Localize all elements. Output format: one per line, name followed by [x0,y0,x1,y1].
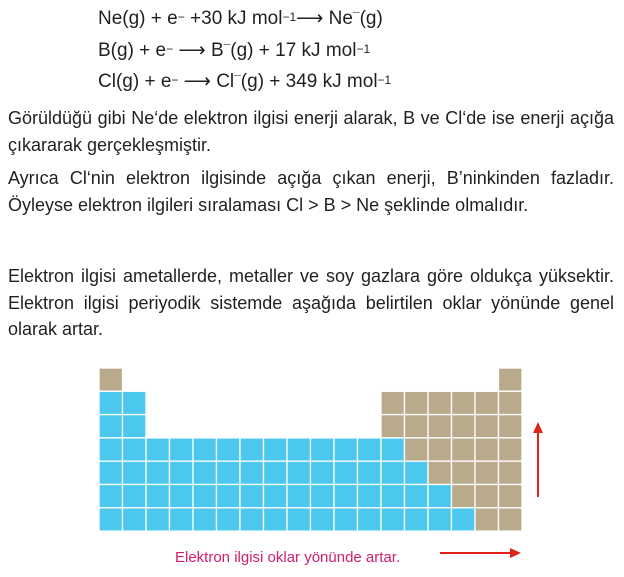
element-cell [452,485,476,508]
element-cell [381,508,405,531]
element-cell [499,461,523,484]
element-cell [123,508,147,531]
element-cell [99,368,123,391]
equation-neon: Ne(g) + e− +30 kJ mol$^{-1}$⟶ Ne¯(g) [98,8,383,29]
element-cell [146,461,170,484]
element-cell [475,485,499,508]
element-cell [381,485,405,508]
element-cell [123,438,147,461]
element-cell [428,508,452,531]
element-cell [405,391,429,414]
element-cell [193,438,217,461]
paragraph-energy-comparison: Görüldüğü gibi Ne‘de elektron ilgisi enerji alarak, B ve Cl‘de ise enerji açığa çıkararak gerçekleşmiştir. [8,108,614,155]
element-cell [240,508,264,531]
element-cell [381,391,405,414]
vertical-increase-arrow [533,422,543,497]
element-cell [99,438,123,461]
figure-caption: Elektron ilgisi oklar yönünde artar. [175,549,401,566]
element-cell [475,415,499,438]
element-cell [264,508,288,531]
equation-boron: B(g) + e− ⟶ B¯(g) + 17 kJ mol$^{-1}$ [98,40,371,61]
element-cell [170,508,194,531]
element-cell [99,461,123,484]
element-cell [99,391,123,414]
element-cell [170,438,194,461]
element-cell [358,485,382,508]
element-cell [311,438,335,461]
element-cell [475,391,499,414]
element-cell [193,485,217,508]
element-cell [99,485,123,508]
element-cell [311,485,335,508]
element-cell [475,508,499,531]
element-cell [217,461,241,484]
element-cell [499,438,523,461]
element-cell [99,415,123,438]
element-cell [240,438,264,461]
element-cell [358,438,382,461]
element-cell [381,461,405,484]
element-cell [264,438,288,461]
element-cell [405,415,429,438]
element-cell [123,415,147,438]
element-cell [99,508,123,531]
element-cell [428,485,452,508]
element-cell [405,438,429,461]
element-cell [146,508,170,531]
element-cell [311,461,335,484]
element-cell [170,485,194,508]
element-cell [499,508,523,531]
element-cell [452,508,476,531]
element-cell [146,438,170,461]
element-cell [452,461,476,484]
element-cell [358,461,382,484]
element-cell [452,415,476,438]
element-cell [381,438,405,461]
element-cell [264,485,288,508]
periodic-table-cells [99,368,522,531]
paragraph-periodic-trend: Elektron ilgisi ametallerde, metaller ve soy gazlara göre oldukça yüksektir. Elektron ilgisi periyodik sistemde aşağıda belirtilen oklar yönünde genel olarak artar. [8,266,614,339]
element-cell [499,485,523,508]
element-cell [475,461,499,484]
periodic-table-figure [0,360,624,577]
element-cell [334,461,358,484]
element-cell [405,508,429,531]
element-cell [217,485,241,508]
element-cell [287,485,311,508]
element-cell [193,508,217,531]
element-cell [381,415,405,438]
element-cell [311,508,335,531]
element-cell [452,391,476,414]
element-cell [123,461,147,484]
element-cell [405,461,429,484]
element-cell [240,485,264,508]
element-cell [428,415,452,438]
element-cell [287,461,311,484]
element-cell [193,461,217,484]
element-cell [287,438,311,461]
element-cell [217,438,241,461]
element-cell [499,391,523,414]
paragraph-ordering: Ayrıca Cl‘nin elektron ilgisinde açığa çıkan enerji, B’ninkinden fazladır. Öyleyse elektron ilgileri sıralaması Cl > B > Ne şeklinde olmalıdır. [8,168,614,215]
element-cell [146,485,170,508]
element-cell [452,438,476,461]
element-cell [217,508,241,531]
element-cell [499,368,523,391]
equation-chlorine: Cl(g) + e− ⟶ Cl¯(g) + 349 kJ mol$^{-1}$ [98,71,392,92]
element-cell [264,461,288,484]
element-cell [287,508,311,531]
element-cell [428,438,452,461]
element-cell [123,485,147,508]
element-cell [334,508,358,531]
element-cell [334,485,358,508]
element-cell [334,438,358,461]
element-cell [240,461,264,484]
element-cell [170,461,194,484]
element-cell [428,461,452,484]
element-cell [428,391,452,414]
element-cell [123,391,147,414]
element-cell [405,485,429,508]
element-cell [475,438,499,461]
horizontal-increase-arrow [440,548,521,558]
element-cell [499,415,523,438]
element-cell [358,508,382,531]
